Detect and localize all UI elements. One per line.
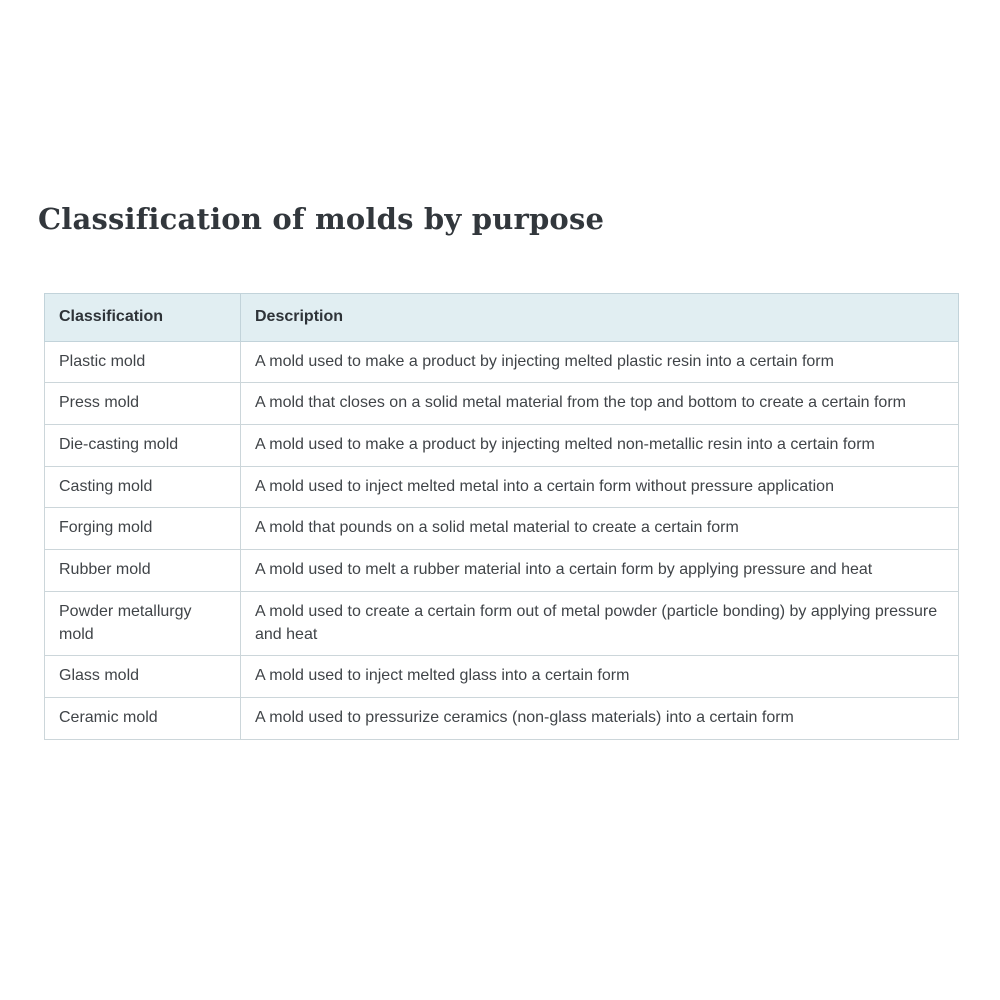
classification-cell: Plastic mold (45, 341, 241, 383)
table-row (45, 383, 959, 425)
description-cell: A mold that closes on a solid metal material from the top and bottom to create a certain form (241, 383, 959, 425)
column-header-classification: Classification (45, 293, 241, 341)
table-body (45, 341, 959, 739)
table-header-row (45, 293, 959, 341)
table-row (45, 341, 959, 383)
table-row (45, 591, 959, 655)
table-row (45, 656, 959, 698)
description-cell: A mold used to create a certain form out of metal powder (particle bonding) by applying pressure and heat (241, 591, 959, 655)
classification-cell: Press mold (45, 383, 241, 425)
description-cell: A mold used to make a product by injecting melted non-metallic resin into a certain form (241, 424, 959, 466)
description-cell: A mold used to pressurize ceramics (non-glass materials) into a certain form (241, 697, 959, 739)
classification-cell: Die-casting mold (45, 424, 241, 466)
page-title: Classification of molds by purpose (38, 202, 605, 236)
classification-cell: Rubber mold (45, 550, 241, 592)
classification-cell: Powder metallurgy mold (45, 591, 241, 655)
table-row (45, 508, 959, 550)
description-cell: A mold used to inject melted glass into a certain form (241, 656, 959, 698)
table-row (45, 466, 959, 508)
description-cell: A mold used to make a product by injecting melted plastic resin into a certain form (241, 341, 959, 383)
table-row (45, 697, 959, 739)
table-header (45, 293, 959, 341)
table-row (45, 550, 959, 592)
table-row (45, 424, 959, 466)
column-header-description: Description (241, 293, 959, 341)
description-cell: A mold that pounds on a solid metal material to create a certain form (241, 508, 959, 550)
molds-classification-table (44, 293, 959, 740)
description-cell: A mold used to inject melted metal into a certain form without pressure application (241, 466, 959, 508)
classification-cell: Forging mold (45, 508, 241, 550)
classification-cell: Ceramic mold (45, 697, 241, 739)
description-cell: A mold used to melt a rubber material into a certain form by applying pressure and heat (241, 550, 959, 592)
classification-cell: Casting mold (45, 466, 241, 508)
classification-cell: Glass mold (45, 656, 241, 698)
